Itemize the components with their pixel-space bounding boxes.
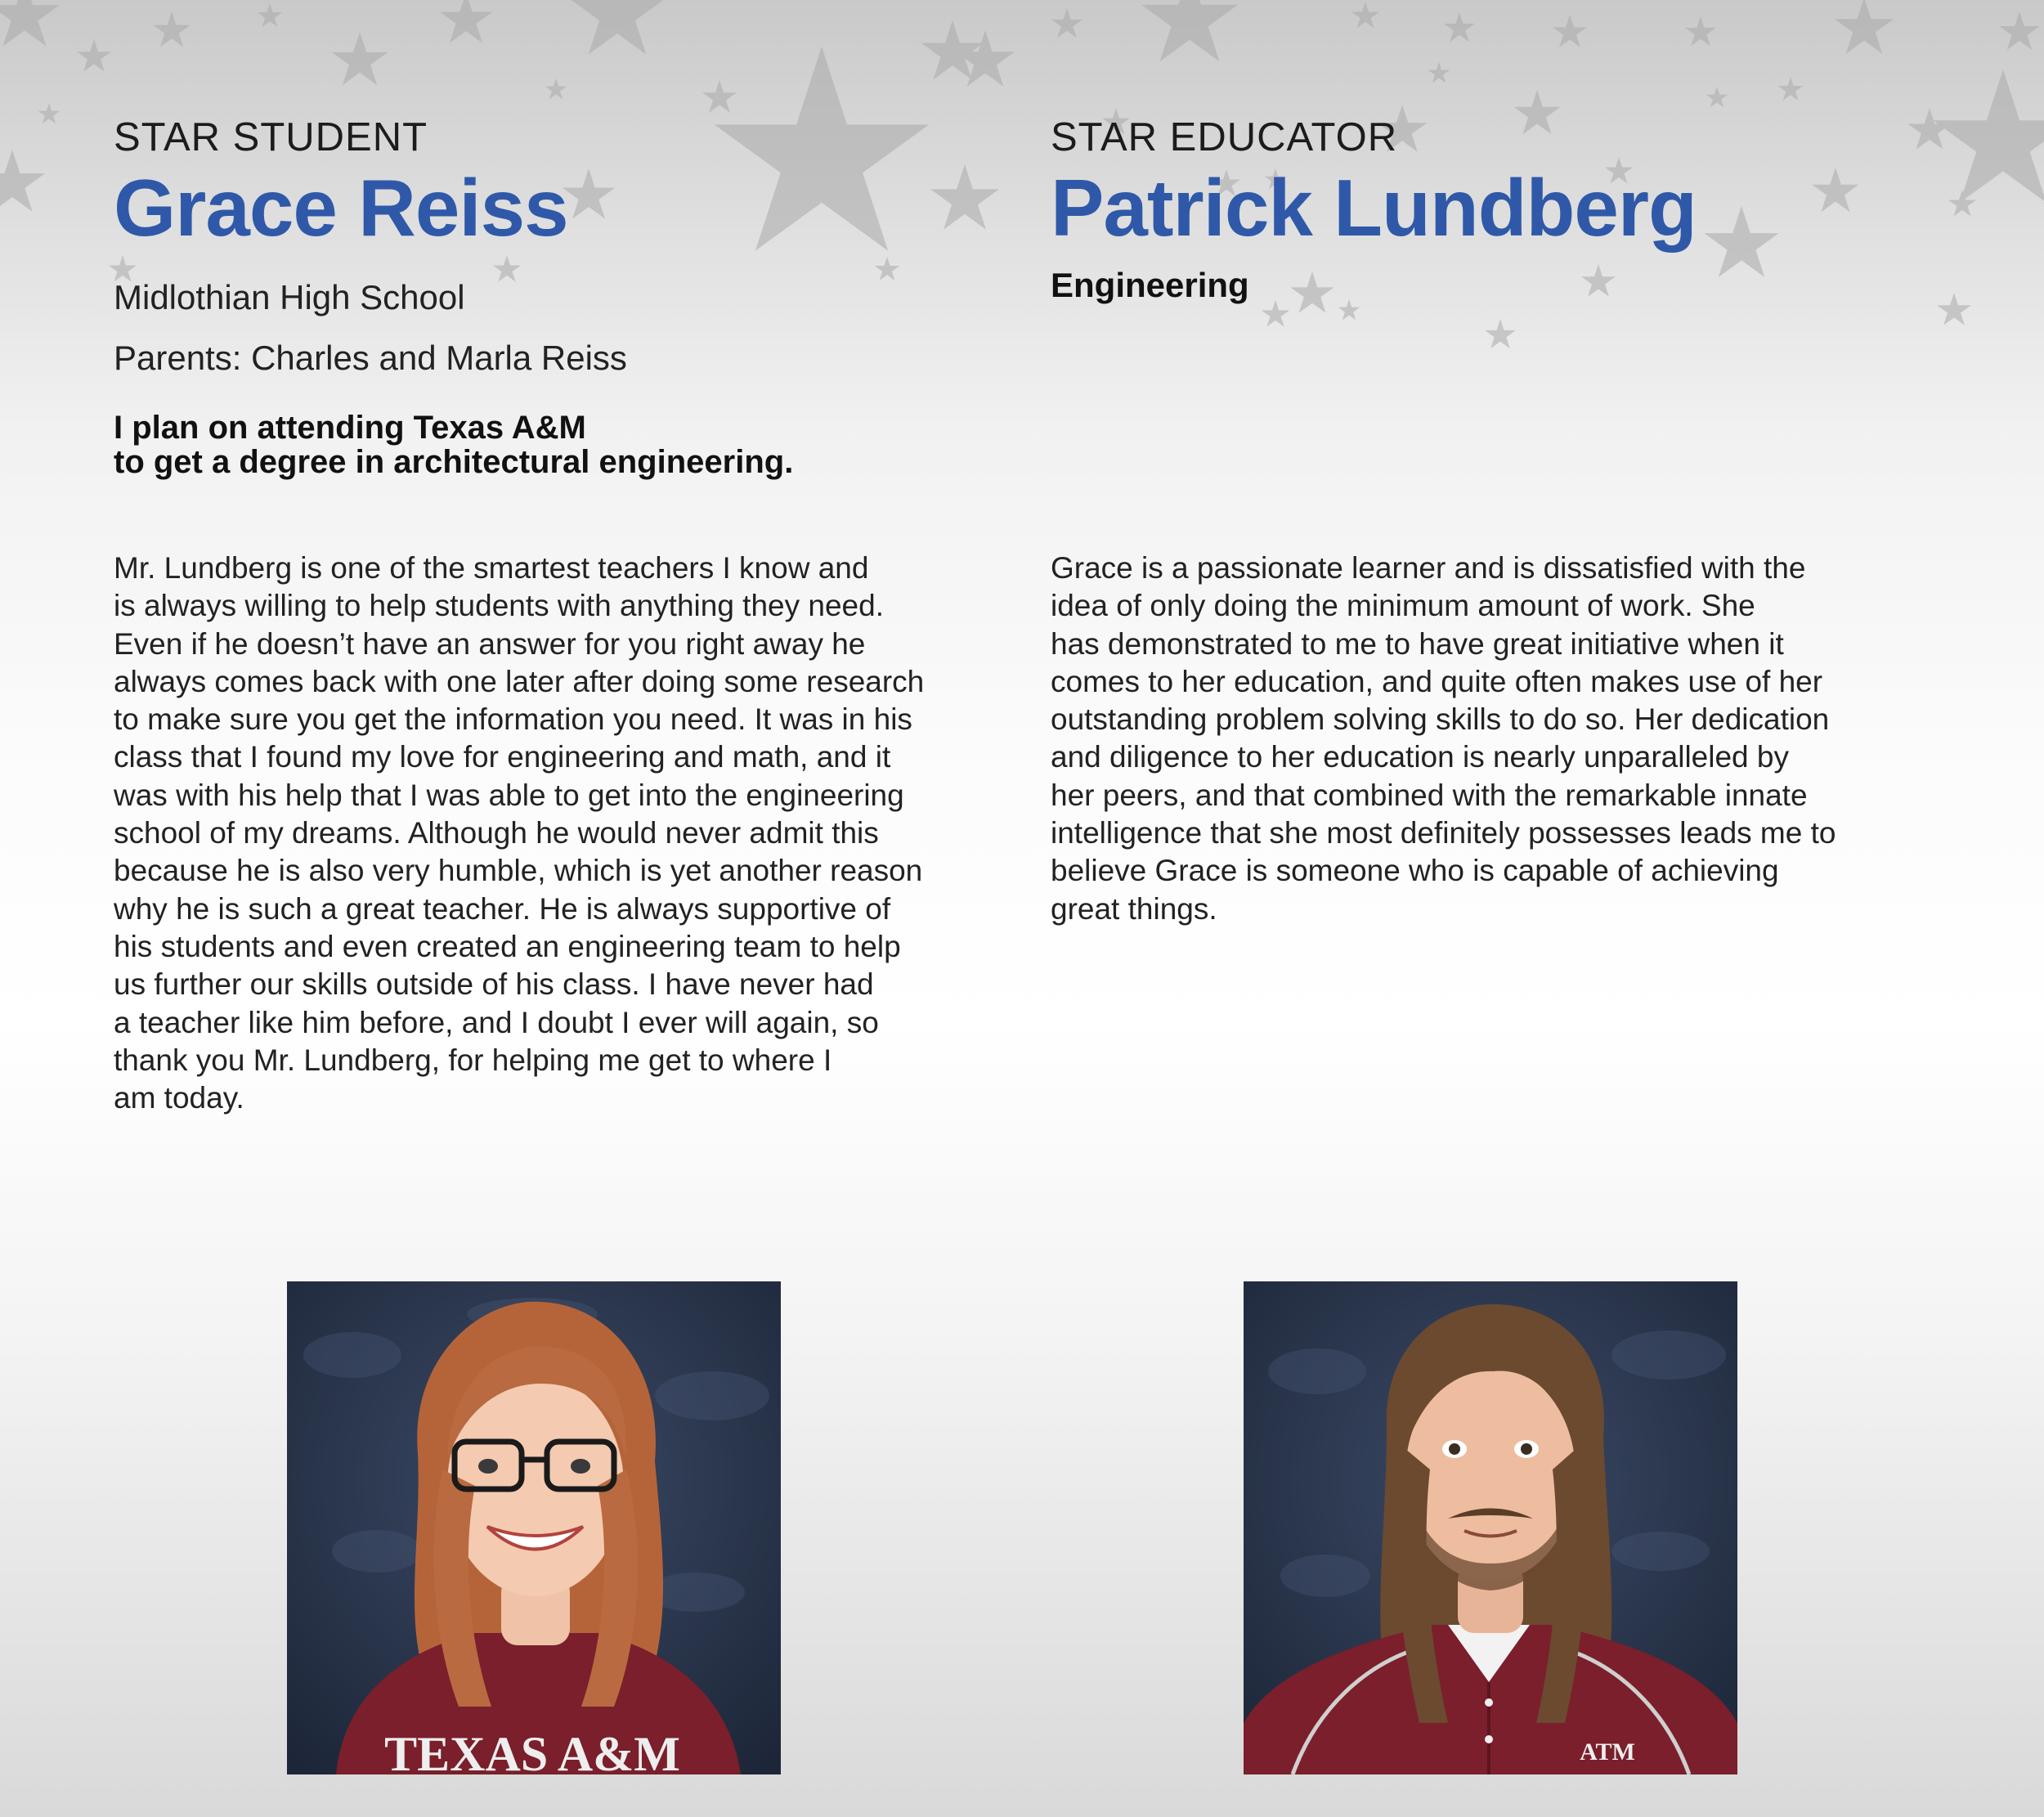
student-parents: Parents: Charles and Marla Reiss — [114, 339, 627, 377]
essay-line: has demonstrated to me to have great initiative when it — [1051, 626, 1784, 661]
essay-line: his students and even created an engineering team to help — [114, 929, 901, 963]
essay-line: is always willing to help students with anything they need. — [114, 589, 884, 623]
essay-line: class that I found my love for engineering and math, and it — [114, 740, 891, 774]
student-name: Grace Reiss — [114, 163, 568, 253]
essay-line: always comes back with one later after doing some research — [114, 664, 925, 698]
essay-line: Even if he doesn’t have an answer for you right away he — [114, 626, 866, 661]
educator-name: Patrick Lundberg — [1051, 163, 1697, 253]
shirt-text: TEXAS A&M — [384, 1727, 680, 1774]
essay-line: thank you Mr. Lundberg, for helping me get to where I — [114, 1043, 832, 1077]
plan-line: to get a degree in architectural engineering. — [114, 444, 794, 480]
essay-line: am today. — [114, 1081, 244, 1115]
student-portrait — [287, 1281, 781, 1774]
student-plan-statement — [114, 411, 793, 479]
polo-logo: ATM — [1580, 1738, 1635, 1765]
essay-line: idea of only doing the minimum amount of work. She — [1051, 589, 1755, 623]
essay-line: to make sure you get the information you need. It was in his — [114, 702, 912, 737]
essay-line: outstanding problem solving skills to do so. Her dedication — [1051, 702, 1830, 737]
essay-line: was with his help that I was able to get into the engineering — [114, 778, 904, 812]
essay-line: because he is also very humble, which is yet another reason — [114, 854, 923, 888]
essay-line: intelligence that she most definitely possesses leads me to — [1051, 816, 1836, 850]
essay-line: comes to her education, and quite often makes use of her — [1051, 664, 1823, 698]
essay-line: great things. — [1051, 891, 1217, 926]
essay-line: believe Grace is someone who is capable of achieving — [1051, 854, 1779, 888]
student-section-label: STAR STUDENT — [114, 115, 428, 159]
essay-line: us further our skills outside of his class. I have never had — [114, 967, 874, 1002]
plan-line: I plan on attending Texas A&M — [114, 410, 586, 446]
essay-line: and diligence to her education is nearly unparalleled by — [1051, 740, 1789, 774]
educator-portrait — [1244, 1281, 1737, 1774]
essay-line: Grace is a passionate learner and is dissatisfied with the — [1051, 551, 1806, 585]
student-school: Midlothian High School — [114, 278, 465, 316]
essay-line: why he is such a great teacher. He is always supportive of — [114, 891, 891, 926]
essay-line: Mr. Lundberg is one of the smartest teachers I know and — [114, 551, 869, 585]
essay-line: a teacher like him before, and I doubt I ever will again, so — [114, 1005, 879, 1039]
educator-essay — [1051, 550, 1836, 928]
essay-line: her peers, and that combined with the remarkable innate — [1051, 778, 1808, 812]
educator-section-label: STAR EDUCATOR — [1051, 115, 1398, 159]
educator-subject: Engineering — [1051, 266, 1249, 304]
student-essay — [114, 550, 924, 1117]
essay-line: school of my dreams. Although he would never admit this — [114, 816, 879, 850]
